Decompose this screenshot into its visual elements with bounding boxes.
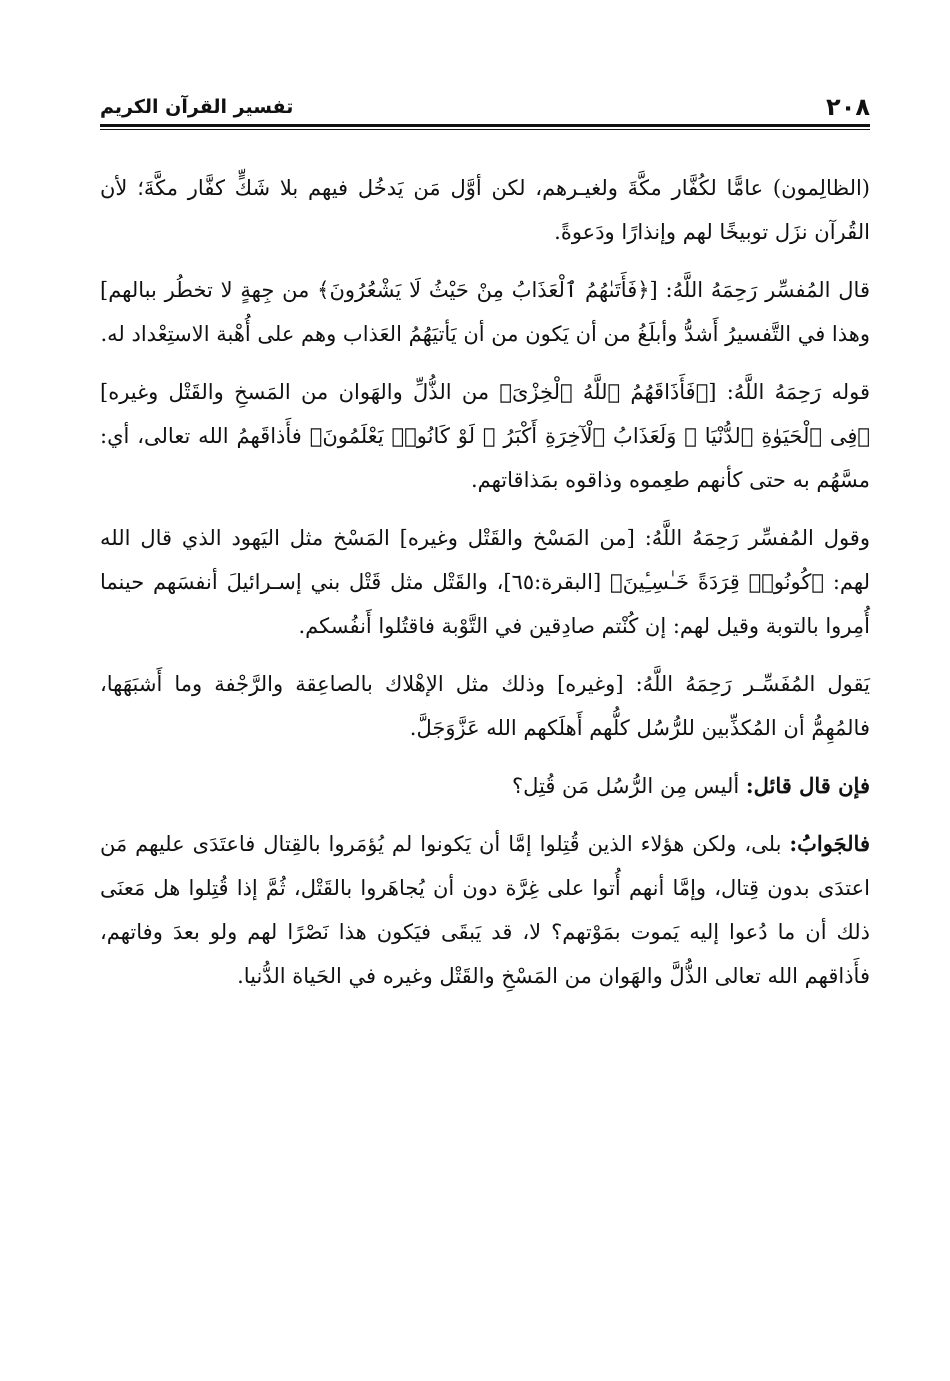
paragraph-text: قال المُفسِّر رَحِمَهُ اللَّهُ: [﴿فَأَتَىٰهُمُ ٱلْعَذَابُ مِنْ حَيْثُ لَا يَشْعُرُونَ﴾ من جِهةٍ لا تخطُر ببالهم] وهذا في التَّفسيرُ أَشدُّ وأبلَغُ من أن يَكون من أن يَأتيَهُمُ العَذاب وهم على أُهْبة الاستِعْداد له. [100, 278, 870, 346]
paragraph-text: (الظالِمون) عامًّا لكُفَّار مكَّةَ ولغيـرهم، لكن أوَّل مَن يَدخُل فيهم بلا شَكٍّ كفَّار مكَّةَ؛ لأن القُرآن نزَل توبيخًا لهم وإنذارًا ودَعوةً. [100, 176, 870, 244]
paragraph-3 [100, 370, 870, 502]
page-content [100, 166, 870, 998]
page-number: ٢٠٨ [826, 93, 870, 121]
page [100, 84, 870, 1284]
paragraph-text: قوله رَحِمَهُ اللَّهُ: [﴿فَأَذَاقَهُمُ ٱللَّهُ ٱلْخِزْىَ﴾ من الذُّلِّ والهَوان من المَسخِ والقَتْل وغيره] ﴿فِى ٱلْحَيَوٰةِ ٱلدُّنْيَا ۖ وَلَعَذَابُ ٱلْآخِرَةِ أَكْبَرُ ۚ لَوْ كَانُوا۟ يَعْلَمُونَ﴾ فأَذاقَهمُ الله تعالى، أي: مسَّهُم به حتى كأنهم طعِموه وذاقوه بمَذاقاتهم. [100, 380, 870, 492]
answer-lead: فالجَوابُ: [789, 831, 870, 856]
paragraph-text: وقول المُفسِّر رَحِمَهُ اللَّهُ: [من المَسْخ والقَتْل وغيره] المَسْخ مثل اليَهود الذي قال الله لهم: ﴿كُونُوا۟ قِرَدَةً خَـٰسِـِٔينَ﴾ [البقرة:٦٥]، والقَتْل مثل قَتْل بني إسـرائيلَ أنفسَهم حينما أُمِروا بالتوبة وقيل لهم: إن كُنْتم صادِقين في التَّوْبة فاقتُلوا أَنفُسكم. [100, 526, 870, 638]
header-rule [100, 124, 870, 130]
page-header [100, 84, 870, 122]
paragraph-2 [100, 268, 870, 356]
paragraph-4 [100, 516, 870, 648]
paragraph-text: يَقول المُفَسِّـر رَحِمَهُ اللَّهُ: [وغيره] وذلك مثل الإهْلاك بالصاعِقة والرَّجْفة وما أَشبَهَها، فالمُهِمُّ أن المُكذِّبين للرُّسُل كلُّهم أَهلَكهم الله عَزَّوَجَلَّ. [100, 672, 870, 740]
question-paragraph [100, 764, 870, 808]
answer-paragraph [100, 822, 870, 998]
question-lead: فإن قال قائل: [745, 773, 870, 798]
answer-text: بلى، ولكن هؤلاء الذين قُتِلوا إمَّا أن يَكونوا لم يُؤمَروا بالقِتال فاعتَدَى عليهم مَن اعتدَى بدون قِتال، وإمَّا أنهم أُتوا على غِرَّة دون أن يُجاهَروا بالقَتْل، ثُمَّ إذا قُتِلوا هل مَعنَى ذلك أن ما دُعوا إليه يَموت بمَوْتهم؟ لا، قد يَبقَى فيَكون هذا نَصْرًا لهم ولو بعدَ وفاتهم، فأَذاقهم الله تعالى الذُّلَّ والهَوان من المَسْخِ والقَتْل وغيره في الحَياة الدُّنيا. [100, 832, 870, 988]
paragraph-1 [100, 166, 870, 254]
book-title: تفسير القرآن الكريم [100, 96, 294, 118]
question-text: أليس مِن الرُّسُل مَن قُتِل؟ [511, 774, 746, 798]
paragraph-5 [100, 662, 870, 750]
